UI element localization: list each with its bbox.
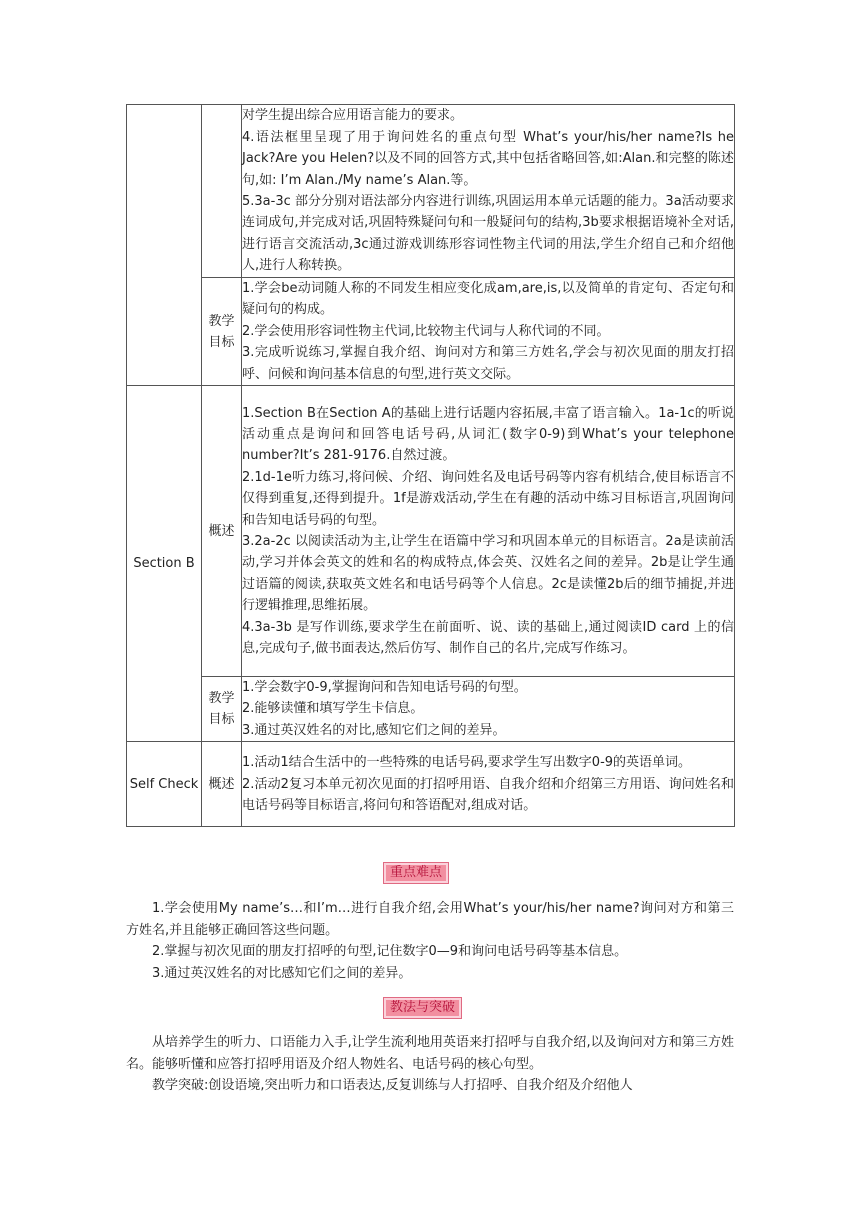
section-b-goals bbox=[242, 677, 735, 742]
goal-text: 1.学会be动词随人称的不同发生相应变化成am,are,is,以及简单的肯定句、否定句和疑问句的构成。 bbox=[242, 281, 734, 318]
section-a-goals bbox=[242, 278, 735, 386]
list-item: 2.掌握与初次见面的朋友打招呼的句型,记住数字0—9和询问电话号码等基本信息。 bbox=[152, 944, 628, 959]
table-row bbox=[127, 386, 735, 677]
overview-text: 1.活动1结合生活中的一些特殊的电话号码,要求学生写出数字0-9的英语单词。 bbox=[242, 755, 692, 771]
table-row bbox=[127, 105, 735, 278]
lesson-plan-table bbox=[126, 104, 735, 827]
overview-text: 对学生提出综合应用语言能力的要求。 bbox=[242, 108, 464, 124]
overview-label: 概述 bbox=[202, 742, 242, 827]
overview-label: 概述 bbox=[202, 386, 242, 677]
list-item: 1.学会使用My name’s…和I’m…进行自我介绍,会用What’s your/his/her name?询问对方和第三方姓名,并且能够正确回答这些问题。 bbox=[126, 901, 734, 938]
paragraph: 从培养学生的听力、口语能力入手,让学生流利地用英语来打招呼与自我介绍,以及询问对方和第三方姓名。能够听懂和应答打招呼用语及介绍人物姓名、电话号码的核心句型。 bbox=[126, 1035, 734, 1072]
section-b-label: Section B bbox=[127, 386, 202, 742]
overview-text: 4.语法框里呈现了用于询问姓名的重点句型 What’s your/his/her name?Is he Jack?Are you Helen?以及不同的回答方式,其中包括省略回答,如:Alan.和完整的陈述句,如: I’m Alan./My name’s Alan.等。 bbox=[242, 129, 734, 188]
table-row bbox=[127, 677, 735, 742]
keypoints-heading: 重点难点 bbox=[383, 862, 449, 884]
self-check-overview bbox=[242, 742, 735, 827]
overview-text: 2.活动2复习本单元初次见面的打招呼用语、自我介绍和介绍第三方用语、询问姓名和电话号码等目标语言,将问句和答语配对,组成对话。 bbox=[242, 776, 734, 813]
paragraph: 教学突破:创设语境,突出听力和口语表达,反复训练与人打招呼、自我介绍及介绍他人 bbox=[152, 1078, 633, 1093]
overview-text: 5.3a-3c 部分分别对语法部分内容进行训练,巩固运用本单元话题的能力。3a活动要求连词成句,并完成对话,巩固特殊疑问句和一般疑问句的结构,3b要求根据语境补全对话,进行语言交流活动,3c通过游戏训练形容词性物主代词的用法,学生介绍自己和介绍他人,进行人称转换。 bbox=[242, 194, 734, 274]
goal-text: 2.学会使用形容词性物主代词,比较物主代词与人称代词的不同。 bbox=[242, 323, 610, 339]
section-b-overview bbox=[242, 386, 735, 677]
table-row bbox=[127, 742, 735, 827]
overview-label-cell bbox=[202, 105, 242, 278]
methods-heading: 教法与突破 bbox=[383, 997, 462, 1019]
goals-label: 教学 目标 bbox=[202, 677, 242, 742]
table-row bbox=[127, 278, 735, 386]
keypoints-list bbox=[126, 898, 734, 984]
goal-text: 3.完成听说练习,掌握自我介绍、询问对方和第三方姓名,学会与初次见面的朋友打招呼、问候和询问基本信息的句型,进行英文交际。 bbox=[242, 345, 734, 382]
section-a-overview bbox=[242, 105, 735, 278]
list-item: 3.通过英汉姓名的对比感知它们之间的差异。 bbox=[152, 965, 412, 981]
methods-text bbox=[126, 1032, 734, 1097]
goal-text: 3.通过英汉姓名的对比,感知它们之间的差异。 bbox=[242, 722, 506, 738]
self-check-label: Self Check bbox=[127, 742, 202, 827]
goal-text: 2.能够读懂和填写学生卡信息。 bbox=[242, 701, 424, 717]
overview-text: 2.1d-1e听力练习,将问候、介绍、询问姓名及电话号码等内容有机结合,使目标语言不仅得到重复,还得到提升。1f是游戏活动,学生在有趣的活动中练习目标语言,巩固询问和告知电话号码的句型。 bbox=[242, 469, 734, 528]
overview-text: 1.Section B在Section A的基础上进行话题内容拓展,丰富了语言输入。1a-1c的听说活动重点是询问和回答电话号码,从词汇(数字0-9)到What’s your telephone number?It’s 281-9176.自然过渡。 bbox=[242, 405, 734, 464]
goal-text: 1.学会数字0-9,掌握询问和告知电话号码的句型。 bbox=[242, 680, 527, 696]
goals-label: 教学 目标 bbox=[202, 278, 242, 386]
overview-text: 3.2a-2c 以阅读活动为主,让学生在语篇中学习和巩固本单元的目标语言。2a是读前活动,学习并体会英文的姓和名的构成特点,体会英、汉姓名之间的差异。2b是让学生通过语篇的阅读,获取英文姓名和电话号码等个人信息。2c是读懂2b后的细节捕捉,并进行逻辑推理,思维拓展。 bbox=[242, 534, 734, 614]
section-a-cell bbox=[127, 105, 202, 386]
overview-text: 4.3a-3b 是写作训练,要求学生在前面听、说、读的基础上,通过阅读ID card 上的信息,完成句子,做书面表达,然后仿写、制作自己的名片,完成写作练习。 bbox=[242, 619, 734, 657]
